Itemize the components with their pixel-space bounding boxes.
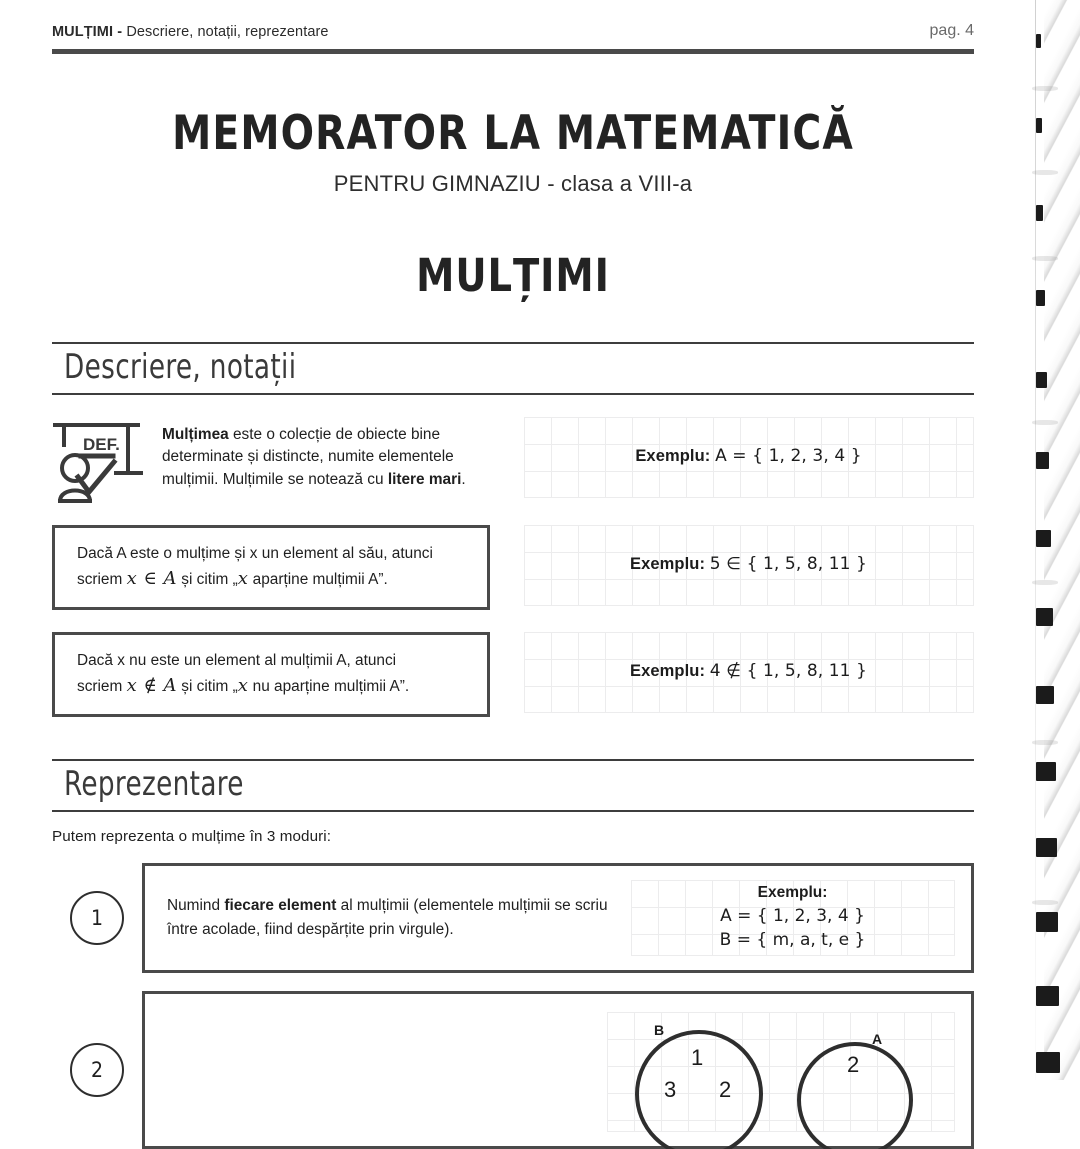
- definition-body-1: este o colecție de obiecte bine determinate și distincte, numite elementele mulțimii. Mulțimile se notează cu: [162, 426, 454, 488]
- representation-item-1: [52, 863, 974, 973]
- item-number-wrap-1: [52, 863, 142, 973]
- statement-line2-post: aparține mulțimii A”.: [248, 571, 388, 589]
- example-grid-box-item-1: [631, 880, 955, 956]
- teacher-blackboard-def-icon: [52, 419, 144, 503]
- example-value-line-1: A = { 1, 2, 3, 4 }: [720, 905, 865, 926]
- reprezentare-lead-text: Putem reprezenta o mulțime în 3 moduri:: [52, 827, 332, 845]
- running-header-chapter: MULȚIMI -: [52, 24, 123, 40]
- statement-line-2: [77, 672, 469, 699]
- item-text-bold: fiecare element: [224, 897, 337, 915]
- item-box-2: [142, 991, 974, 1149]
- binding-mark: [1036, 912, 1058, 932]
- venn-diagram-grid-box: [607, 1012, 955, 1132]
- statement-math-var: x: [237, 675, 249, 697]
- definition-row: [52, 417, 974, 503]
- binding-mark: [1036, 530, 1051, 547]
- statement-right-1: [524, 525, 974, 610]
- chapter-title: MULȚIMI: [416, 249, 610, 302]
- venn-label-left: B: [654, 1021, 665, 1038]
- page-title: MEMORATOR LA MATEMATICĂ: [172, 106, 854, 161]
- item-text-1: [167, 894, 621, 940]
- binding-mark: [1036, 686, 1054, 704]
- statement-left-2: [52, 632, 490, 717]
- binding-mark: [1036, 986, 1059, 1006]
- example-label: Exemplu:: [757, 883, 828, 901]
- statement-line2-post: nu aparține mulțimii A”.: [248, 678, 410, 696]
- statement-line2-pre: scriem: [77, 571, 127, 589]
- scan-binding-strip: [1022, 0, 1080, 1080]
- statement-line-2: [77, 565, 469, 592]
- binding-mark: [1036, 290, 1045, 306]
- binding-smudge: [1032, 256, 1058, 261]
- section-reprezentare: [52, 759, 974, 812]
- running-header: [52, 0, 974, 46]
- example-label: Exemplu:: [629, 555, 706, 574]
- definition-right: [524, 417, 974, 503]
- statement-row-1: [52, 525, 974, 610]
- binding-smudge: [1032, 86, 1058, 91]
- section-rule-bottom: [52, 810, 974, 812]
- binding-smudge: [1032, 420, 1058, 425]
- definition-text: [162, 419, 490, 491]
- example-label: Exemplu:: [635, 447, 711, 466]
- example-value-line-2: B = { m, a, t, e }: [719, 930, 866, 951]
- statement-box-nu-apartine: [52, 632, 490, 717]
- binding-mark: [1036, 452, 1049, 469]
- example-stack: [720, 882, 866, 952]
- item-number-badge-2: 2: [70, 1043, 124, 1097]
- example-line: [630, 553, 867, 576]
- definition-left: [52, 417, 490, 503]
- venn-label-right: A: [872, 1030, 883, 1047]
- def-icon-board-text: DEF.: [83, 435, 120, 454]
- venn-value-left-3: 2: [719, 1076, 732, 1102]
- item-number-badge-1: 1: [70, 891, 124, 945]
- binding-mark: [1036, 608, 1053, 626]
- example-grid-box-apartine: [524, 525, 974, 606]
- binding-smudge: [1032, 900, 1058, 905]
- example-grid-box-definition: [524, 417, 974, 498]
- statement-line2-mid: și citim „: [177, 571, 238, 589]
- statement-left-1: [52, 525, 490, 610]
- definition-block: [52, 417, 490, 503]
- item-number-wrap-2: [52, 991, 142, 1149]
- section-title-reprezentare: Reprezentare: [64, 763, 244, 804]
- binding-mark: [1036, 372, 1047, 388]
- example-line: [635, 445, 861, 468]
- statement-line2-mid: și citim „: [177, 678, 238, 696]
- venn-diagram-svg: [607, 1012, 955, 1132]
- item-box-1: [142, 863, 974, 973]
- statement-line-1: Dacă A este o mulțime și x un element al său, atunci: [77, 545, 433, 562]
- definition-bold-term: Mulțimea: [162, 426, 229, 443]
- section-rule-bottom: [52, 393, 974, 395]
- statement-math-expr: x ∉ A: [126, 675, 178, 697]
- example-label: Exemplu:: [629, 662, 706, 681]
- example-value: 4 ∉ { 1, 5, 8, 11 }: [709, 661, 868, 682]
- page-subtitle: PENTRU GIMNAZIU - clasa a VIII-a: [333, 171, 693, 196]
- definition-bold-term-2: litere mari: [387, 470, 462, 488]
- binding-mark: [1036, 118, 1042, 133]
- running-header-subtitle: Descriere, notații, reprezentare: [126, 24, 329, 40]
- statement-math-var: x: [237, 568, 249, 590]
- binding-smudge: [1032, 580, 1058, 585]
- example-line: [630, 660, 867, 683]
- statement-math-expr: x ∈ A: [126, 568, 178, 590]
- example-value: A = { 1, 2, 3, 4 }: [715, 446, 862, 467]
- statement-right-2: [524, 632, 974, 717]
- statement-line-1: Dacă x nu este un element al mulțimii A, atunci: [77, 651, 397, 669]
- section-title-descriere: Descriere, notații: [64, 347, 297, 387]
- binding-mark: [1036, 1052, 1060, 1073]
- statement-box-apartine: [52, 525, 490, 610]
- venn-value-left-2: 3: [664, 1076, 677, 1102]
- binding-smudge: [1032, 170, 1058, 175]
- binding-smudge: [1032, 740, 1058, 745]
- header-rule: [52, 49, 974, 54]
- running-header-left: [52, 24, 329, 40]
- section-descriere: [52, 342, 974, 395]
- binding-mark: [1036, 762, 1056, 781]
- statement-row-2: [52, 632, 974, 717]
- statement-line2-pre: scriem: [77, 678, 127, 696]
- item-text-post: al mulțimii (elementele mulțimii se scriu între acolade, fiind despărțite prin virgule).: [167, 897, 608, 938]
- representation-item-2: [52, 991, 974, 1149]
- example-value: 5 ∈ { 1, 5, 8, 11 }: [709, 554, 868, 575]
- item-text-pre: Numind: [167, 897, 225, 915]
- example-grid-box-nu-apartine: [524, 632, 974, 713]
- definition-body-2: .: [461, 470, 466, 488]
- page-number-label: pag. 4: [929, 22, 974, 39]
- binding-mark: [1036, 205, 1043, 221]
- binding-mark: [1036, 34, 1041, 48]
- venn-value-right-1: 2: [847, 1051, 860, 1077]
- venn-value-left-1: 1: [691, 1044, 704, 1070]
- binding-mark: [1036, 838, 1057, 857]
